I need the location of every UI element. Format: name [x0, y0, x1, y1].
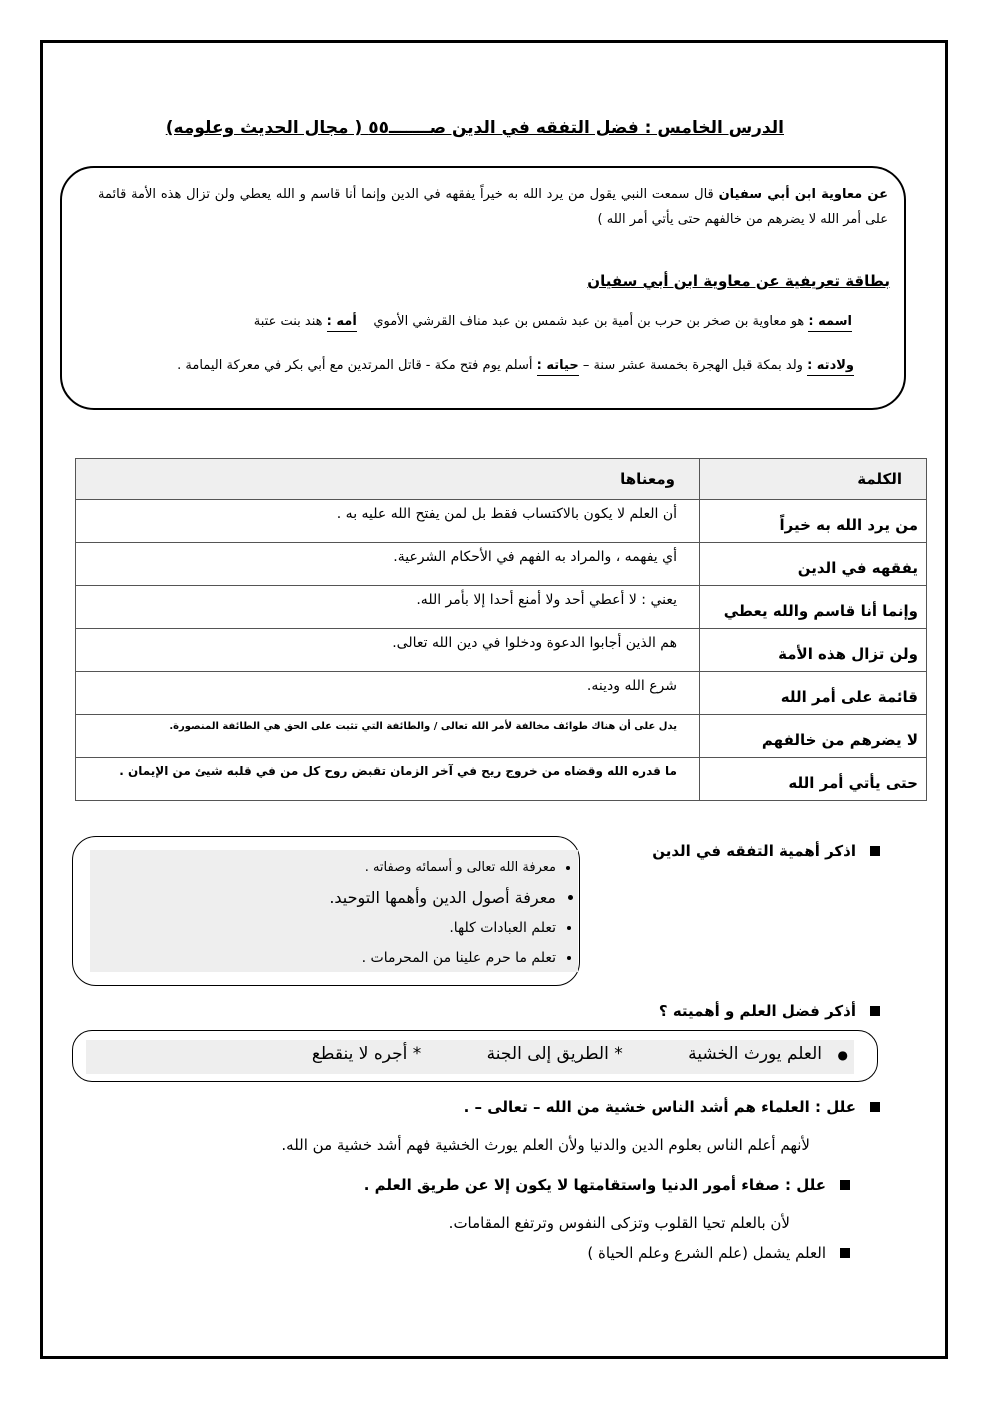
virtue-item-1: العلم يورث الخشية: [688, 1044, 822, 1064]
header-word: الكلمة: [700, 459, 927, 500]
life-value: أسلم يوم فتح مكة - قاتل المرتدين مع أبي بكر في معركة اليمامة .: [177, 358, 533, 373]
vocab-meaning: هم الذين أجابوا الدعوة ودخلوا في دين الله تعالى.: [76, 629, 700, 672]
birth-value: ولد بمكة قبل الهجرة بخمسة عشر سنة –: [582, 358, 803, 373]
life-label: حياته :: [537, 358, 579, 376]
vocab-word: ولن تزال هذه الأمة: [700, 629, 927, 672]
importance-question: اذكر أهمية التفقه في الدين: [600, 842, 880, 860]
table-row: [76, 758, 927, 801]
virtue-item-2: * الطريق إلى الجنة: [486, 1044, 623, 1064]
scope-statement: العلم يشمل (علم الشرع وعلم الحياة ): [540, 1244, 850, 1262]
header-meaning: ومعناها: [76, 459, 700, 500]
list-item: • تعلم العبادات كلها.: [92, 913, 556, 943]
table-row: [76, 586, 927, 629]
list-item: • معرفة الله تعالى و أسمائه وصفاته .: [92, 853, 556, 883]
square-bullet-icon: [870, 1102, 880, 1112]
table-row: [76, 672, 927, 715]
reason1-question: علل : العلماء هم أشد الناس خشية من الله – تعالى – .: [440, 1098, 880, 1116]
table-row: [76, 543, 927, 586]
vocab-meaning: يدل على أن هناك طوائف مخالفة لأمر الله تعالى / والطائفة التي تثبت على الحق هي الطائفة المنصورة.: [76, 715, 700, 758]
vocab-meaning: شرع الله ودينه.: [76, 672, 700, 715]
hadith-text: [98, 182, 888, 232]
vocab-word: وإنما أنا قاسم والله يعطي: [700, 586, 927, 629]
vocab-meaning: يعني : لا أعطي أحد ولا أمنع أحدا إلا بأمر الله.: [76, 586, 700, 629]
bio-name-line: [120, 314, 852, 332]
lesson-title: الدرس الخامس : فضل التفقه في الدين صـــــــ٥٥ ( مجال الحديث وعلومه): [165, 118, 784, 138]
vocab-word: قائمة على أمر الله: [700, 672, 927, 715]
mother-label: أمه :: [327, 314, 357, 332]
square-bullet-icon: [840, 1180, 850, 1190]
vocab-word: حتى يأتي أمر الله: [700, 758, 927, 801]
vocab-word: لا يضرهم من خالفهم: [700, 715, 927, 758]
bio-birth-line: [74, 358, 854, 376]
vocab-meaning: ما قدره الله وقضاه من خروج ريح في آخر الزمان تقبض روح كل من في قلبه شيئ من الإيمان .: [76, 758, 700, 801]
list-item: • تعلم ما حرم علينا من المحرمات .: [92, 943, 556, 973]
reason1-answer: لأنهم أعلم الناس بعلوم الدين والدنيا ولأن العلم يورث الخشية فهم أشد خشية من الله.: [281, 1136, 810, 1154]
vocab-meaning: أن العلم لا يكون بالاكتساب فقط بل لمن يفتح الله عليه به .: [76, 500, 700, 543]
bio-card-title: بطاقة تعريفية عن معاوية ابن أبي سفيان: [587, 272, 890, 290]
vocab-word: من يرد الله به خيراً: [700, 500, 927, 543]
square-bullet-icon: [840, 1248, 850, 1258]
reason2-question: علل : صفاء أمور الدنيا واستقامتها لا يكون إلا عن طريق العلم .: [360, 1176, 850, 1194]
hadith-body: قال سمعت النبي يقول من يرد الله به خيراً يفقهه في الدين وإنما أنا قاسم و الله يعطي ولن تزال هذه الأمة قائمة على أمر الله لا يضرهم من خالفهم حتى يأتي أمر الله ): [98, 187, 888, 227]
square-bullet-icon: [870, 1006, 880, 1016]
hadith-narrator: عن معاوية ابن أبي سفيان: [718, 187, 889, 202]
vocab-word: يفقهه في الدين: [700, 543, 927, 586]
vocab-table: [75, 458, 927, 801]
importance-list: [92, 853, 580, 973]
table-row: [76, 715, 927, 758]
birth-label: ولادته :: [807, 358, 854, 376]
table-row: [76, 629, 927, 672]
vocab-meaning: أي يفهمه ، والمراد به الفهم في الأحكام الشرعية.: [76, 543, 700, 586]
virtue-items: ●العلم يورث الخشية * الطريق إلى الجنة * أجره لا ينقطع: [311, 1044, 848, 1064]
table-row: [76, 500, 927, 543]
square-bullet-icon: [870, 846, 880, 856]
reason2-answer: لأن بالعلم تحيا القلوب وتزكى النفوس وترتفع المقامات.: [448, 1214, 790, 1232]
virtue-item-3: * أجره لا ينقطع: [311, 1044, 422, 1064]
list-item: • معرفة أصول الدين وأهمها التوحيد.: [92, 883, 556, 913]
name-value: هو معاوية بن صخر بن حرب بن أمية بن عبد شمس بن عبد مناف القرشي الأموي: [373, 314, 805, 329]
name-label: اسمه :: [808, 314, 852, 332]
mother-value: هند بنت عتبة: [253, 314, 323, 329]
vocab-header-row: [76, 459, 927, 500]
virtue-question: أذكر فضل العلم و أهميته ؟: [560, 1002, 880, 1020]
